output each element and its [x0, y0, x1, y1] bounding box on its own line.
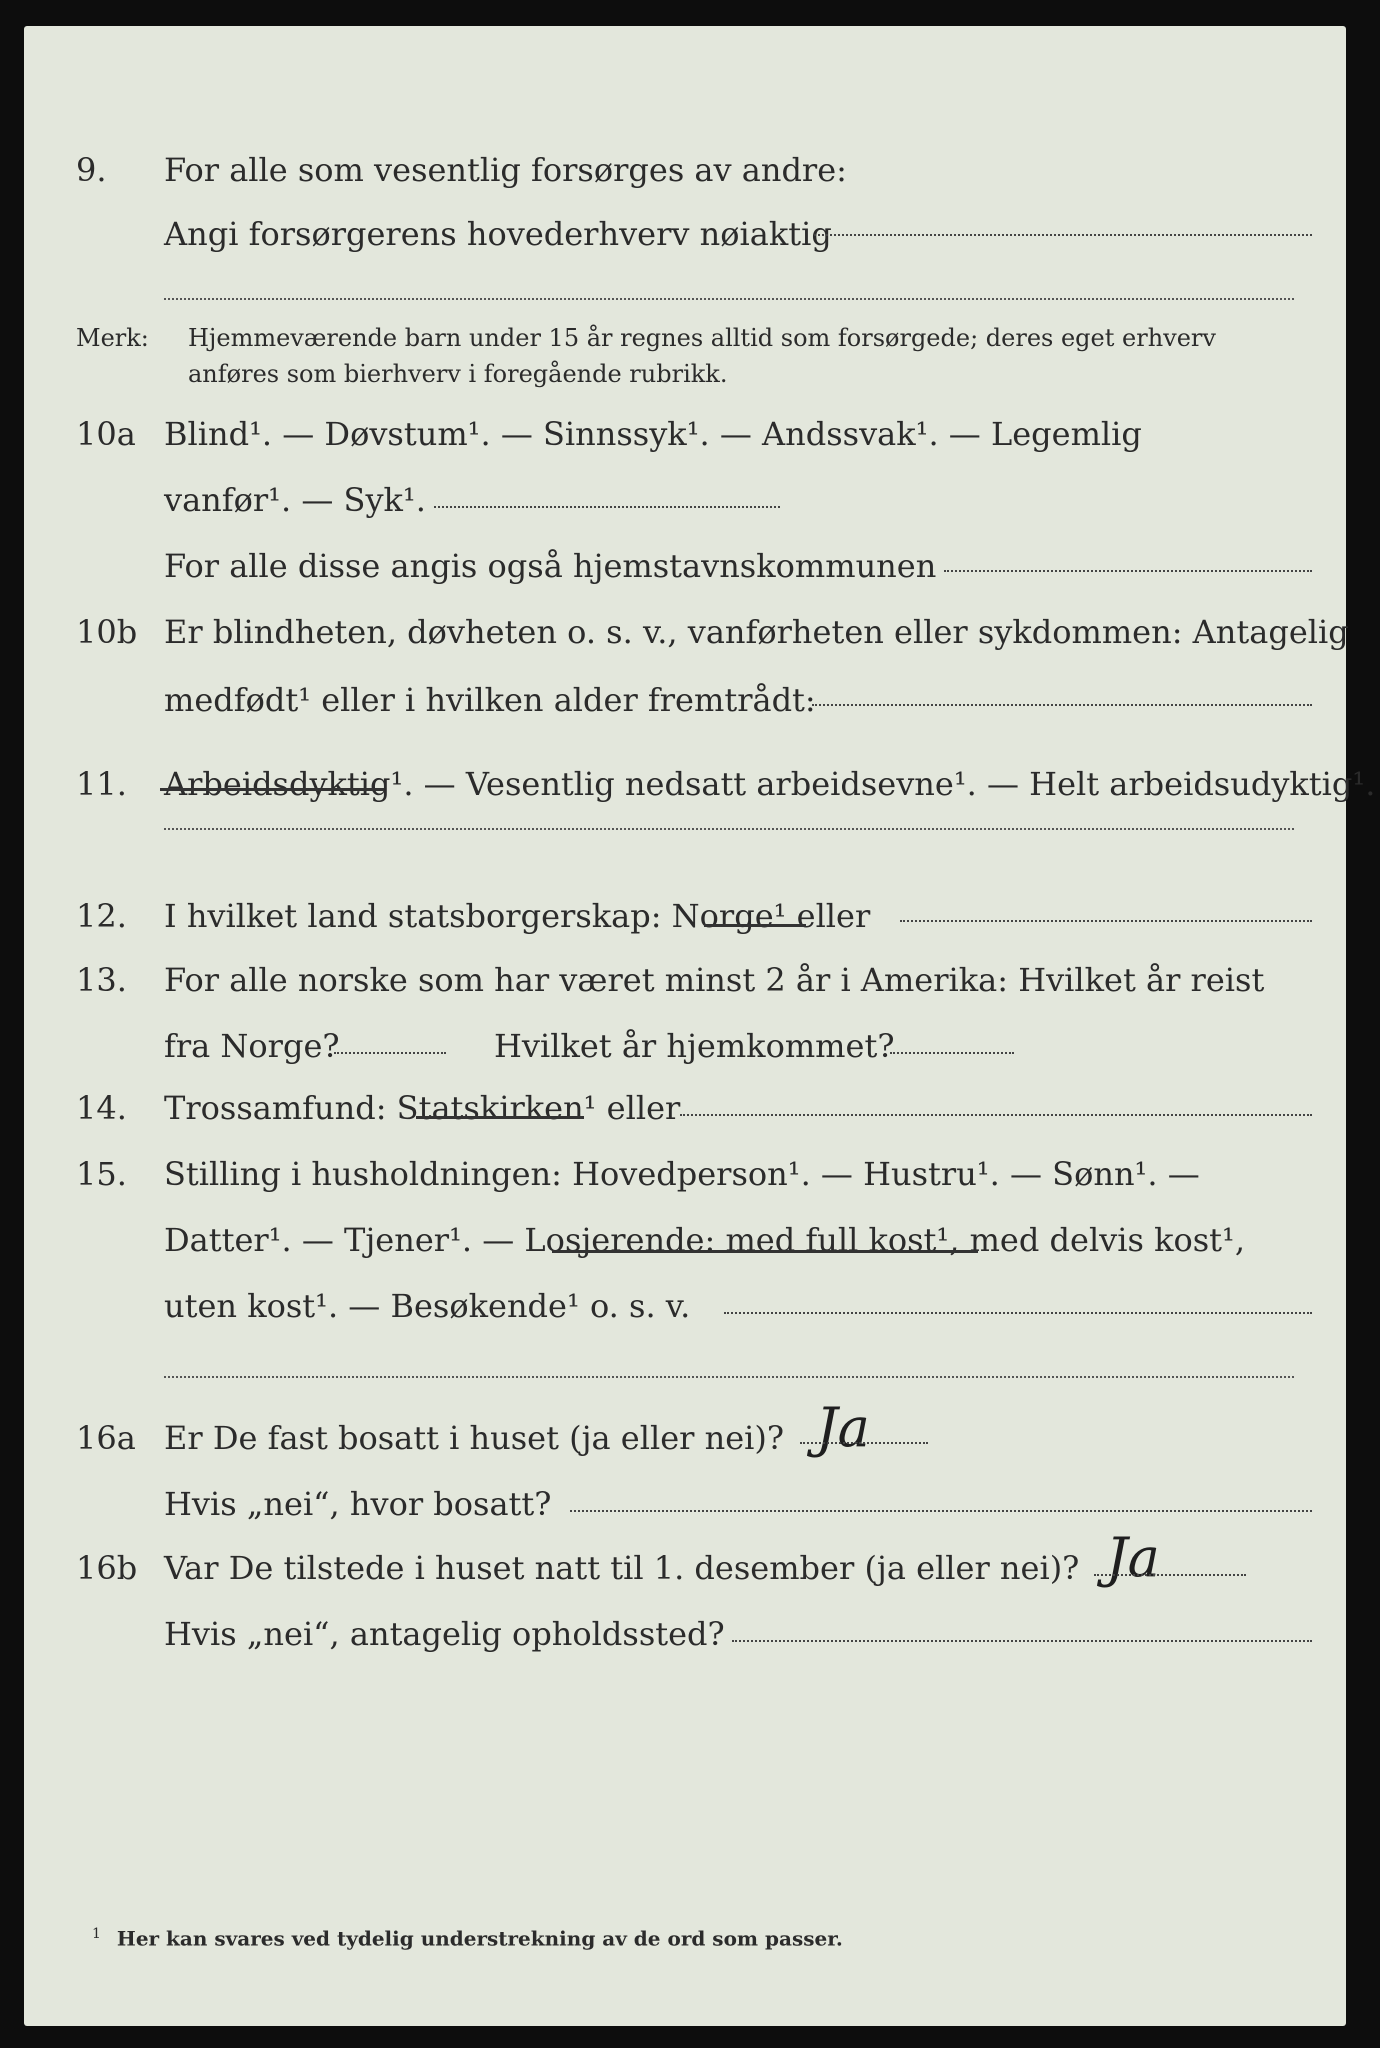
- question-12: [24, 890, 1346, 942]
- question-number: 15.: [76, 1155, 127, 1193]
- question-10b-line-2: [24, 674, 1346, 726]
- underline-losjerende: [552, 1250, 978, 1253]
- note-text: Hjemmeværende barn under 15 år regnes alltid som forsørgede; deres eget erhverv: [188, 324, 1216, 352]
- question-13: [24, 954, 1346, 1006]
- question-number: 14.: [76, 1089, 127, 1127]
- question-text: For alle som vesentlig forsørges av andre:: [164, 151, 847, 189]
- question-9: [24, 144, 1346, 196]
- question-text: For alle norske som har været minst 2 år i Amerika: Hvilket år reist: [164, 961, 1265, 999]
- answer-field-15b[interactable]: [164, 1376, 1294, 1378]
- question-number: 12.: [76, 897, 127, 935]
- question-number: 16a: [76, 1419, 136, 1457]
- census-form-page: [24, 26, 1376, 2026]
- question-text: Var De tilstede i huset natt til 1. desember (ja eller nei)?: [164, 1549, 1080, 1587]
- answer-field-11[interactable]: [164, 828, 1294, 830]
- note-text: anføres som bierhverv i foregående rubrikk.: [188, 360, 728, 388]
- question-text: I hvilket land statsborgerskap: Norge¹ eller: [164, 897, 871, 935]
- answer-field-16b[interactable]: [1094, 1574, 1246, 1576]
- answer-field-12[interactable]: [900, 920, 1312, 922]
- question-14: [24, 1082, 1346, 1134]
- question-number: 9.: [76, 151, 107, 189]
- answer-field-15[interactable]: [724, 1312, 1312, 1314]
- question-11: [24, 758, 1376, 810]
- answer-field-14[interactable]: [680, 1114, 1312, 1116]
- question-text: Stilling i husholdningen: Hovedperson¹. — Hustru¹. — Sønn¹. —: [164, 1155, 1200, 1193]
- question-text: Angi forsørgerens hovederhverv nøiaktig: [164, 215, 832, 253]
- question-text: medfødt¹ eller i hvilken alder fremtrådt:: [164, 681, 816, 719]
- question-text: Er De fast bosatt i huset (ja eller nei)?: [164, 1419, 785, 1457]
- question-number: 11.: [76, 765, 127, 803]
- answer-field-10b[interactable]: [812, 704, 1312, 706]
- underline-norge: [704, 924, 806, 927]
- answer-field-10a-kommune[interactable]: [944, 570, 1312, 572]
- question-15-line-2: [24, 1214, 1346, 1266]
- question-10a: [24, 408, 1346, 460]
- question-text: For alle disse angis også hjemstavnskommunen: [164, 547, 937, 585]
- note-label: Merk:: [76, 324, 149, 352]
- question-15: [24, 1148, 1346, 1200]
- question-text: Trossamfund: Statskirken¹ eller: [164, 1089, 681, 1127]
- question-text: Er blindheten, døvheten o. s. v., vanførheten eller sykdommen: Antagelig: [164, 613, 1349, 651]
- question-text: Blind¹. — Døvstum¹. — Sinnssyk¹. — Andssvak¹. — Legemlig: [164, 415, 1142, 453]
- question-10a-line-3: [24, 540, 1346, 592]
- footnote-mark: 1: [92, 1926, 101, 1942]
- question-16a: [24, 1412, 1346, 1464]
- question-text: uten kost¹. — Besøkende¹ o. s. v.: [164, 1287, 691, 1325]
- question-13-line-2: [24, 1020, 1346, 1072]
- question-text: vanfør¹. — Syk¹.: [164, 481, 426, 519]
- question-text: fra Norge?: [164, 1027, 340, 1065]
- question-text: Hvis „nei“, antagelig opholdssted?: [164, 1615, 725, 1653]
- question-text: Hvilket år hjemkommet?: [494, 1027, 895, 1065]
- footnote: [92, 1926, 843, 1951]
- question-10b: [24, 606, 1349, 658]
- answer-field-9b[interactable]: [164, 298, 1294, 300]
- answer-field-13-hjemkommet[interactable]: [890, 1052, 1014, 1054]
- question-number: 16b: [76, 1549, 138, 1587]
- answer-field-13-reist[interactable]: [334, 1052, 446, 1054]
- answer-field-16b-opholdssted[interactable]: [732, 1640, 1312, 1642]
- question-10a-line-2: [24, 474, 1346, 526]
- question-number: 10b: [76, 613, 138, 651]
- question-16a-line-2: [24, 1478, 1346, 1530]
- question-text: Datter¹. — Tjener¹. — Losjerende: med full kost¹, med delvis kost¹,: [164, 1221, 1246, 1259]
- underline-statskirken: [416, 1116, 584, 1119]
- question-number: 13.: [76, 961, 127, 999]
- question-15-line-3: [24, 1280, 1346, 1332]
- underline-arbeidsdyktig: [160, 788, 384, 791]
- handwritten-answer-16b: Ja: [1106, 1526, 1160, 1589]
- question-16b-line-2: [24, 1608, 1346, 1660]
- question-number: 10a: [76, 415, 136, 453]
- answer-field-16a[interactable]: [800, 1442, 928, 1444]
- question-text: Arbeidsdyktig¹. — Vesentlig nedsatt arbeidsevne¹. — Helt arbeidsudyktig¹.: [164, 765, 1376, 803]
- answer-field-16a-bosatt[interactable]: [570, 1510, 1312, 1512]
- footnote-text: Her kan svares ved tydelig understrekning av de ord som passer.: [116, 1926, 843, 1951]
- question-text: Hvis „nei“, hvor bosatt?: [164, 1485, 552, 1523]
- answer-field-10a[interactable]: [434, 506, 780, 508]
- handwritten-answer-16a: Ja: [816, 1396, 870, 1459]
- answer-field-9[interactable]: [814, 234, 1312, 236]
